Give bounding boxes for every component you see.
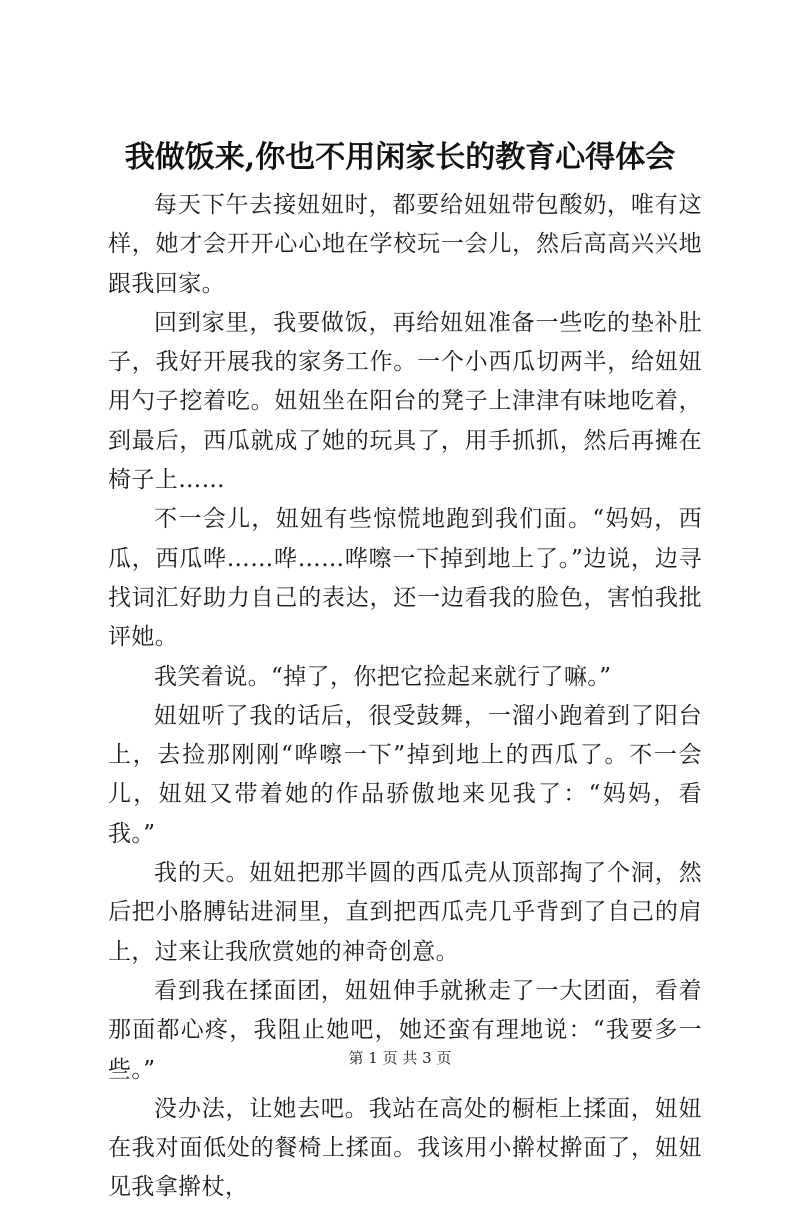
paragraph-6: 我的天。妞妞把那半圆的西瓜壳从顶部掏了个洞，然后把小胳膊钻进洞里，直到把西瓜壳几乎背到了自己的肩上，过来让我欣赏她的神奇创意。 — [108, 860, 702, 965]
paragraph-5: 妞妞听了我的话后，很受鼓舞，一溜小跑着到了阳台上，去捡那刚刚“哗嚓一下”掉到地上的西瓜了。不一会儿，妞妞又带着她的作品骄傲地来见我了：“妈妈，看我。” — [108, 702, 702, 847]
page-footer: 第 1 页 共 3 页 — [348, 1049, 452, 1067]
paragraph-7: 看到我在揉面团，妞妞伸手就揪走了一大团面，看着那面都心疼，我阻止她吧，她还蛮有理地说：“我要多一些。” — [108, 977, 702, 1083]
paragraph-1: 每天下午去接妞妞时，都要给妞妞带包酸奶，唯有这样，她才会开开心心地在学校玩一会儿，然后高高兴兴地跟我回家。 — [108, 192, 702, 297]
document-title: 我做饭来,你也不用闲家长的教育心得体会 — [124, 140, 676, 175]
paragraph-2: 回到家里，我要做饭，再给妞妞准备一些吃的垫补肚子，我好开展我的家务工作。一个小西瓜切两半，给妞妞用勺子挖着吃。妞妞坐在阳台的凳子上津津有味地吃着，到最后，西瓜就成了她的玩具了，用手抓抓，然后再摊在椅子上…… — [108, 309, 702, 494]
paragraph-4: 我笑着说。“掉了，你把它捡起来就行了嘛。” — [154, 663, 612, 690]
paragraph-3: 不一会儿，妞妞有些惊慌地跑到我们面。“妈妈，西瓜，西瓜哗……哗……哗嚓一下掉到地上了。”边说，边寻找词汇好助力自己的表达，还一边看我的脸色，害怕我批评她。 — [108, 506, 702, 651]
paragraph-8: 没办法，让她去吧。我站在高处的橱柜上揉面，妞妞在我对面低处的餐椅上揉面。我该用小擀杖擀面了，妞妞见我拿擀杖， — [108, 1095, 702, 1201]
